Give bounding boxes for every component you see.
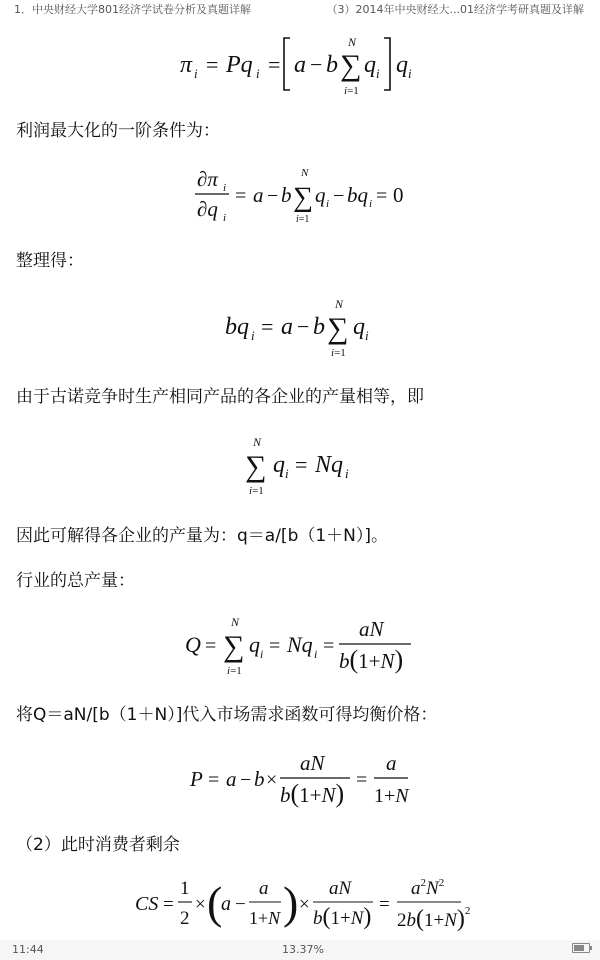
equation-sum-equals-nq bbox=[0, 432, 600, 496]
svg-text:∂π: ∂π bbox=[197, 167, 218, 191]
equation-consumer-surplus bbox=[0, 872, 600, 936]
svg-text:∑: ∑ bbox=[293, 182, 313, 213]
svg-text:q: q bbox=[315, 183, 326, 207]
svg-text:=: = bbox=[235, 185, 247, 207]
svg-text:a: a bbox=[221, 893, 231, 915]
svg-text:Nq: Nq bbox=[315, 452, 344, 478]
svg-text:i=1: i=1 bbox=[344, 85, 359, 97]
paragraph-firm-output: 因此可解得各企业的产量为：q＝a/[b（1＋N）]。 bbox=[16, 526, 389, 546]
svg-text:b(1+N): b(1+N) bbox=[313, 904, 372, 930]
svg-text:i: i bbox=[369, 198, 373, 210]
svg-text:−: − bbox=[240, 769, 252, 791]
svg-text:P: P bbox=[190, 767, 203, 791]
svg-text:b: b bbox=[254, 767, 265, 791]
reader-status-bar bbox=[0, 940, 600, 960]
svg-text:i=1: i=1 bbox=[227, 665, 242, 677]
svg-text:i: i bbox=[256, 66, 260, 81]
svg-text:2b(1+N)2: $2b(1+N)^2$ bbox=[397, 905, 471, 932]
svg-text:−: − bbox=[297, 314, 310, 339]
svg-text:=: = bbox=[205, 635, 217, 657]
svg-text:q: q bbox=[273, 452, 285, 478]
svg-text:aN: aN bbox=[300, 751, 325, 775]
svg-text:=: = bbox=[356, 769, 368, 791]
svg-text:q: q bbox=[364, 52, 376, 78]
svg-text:π: π bbox=[180, 52, 193, 78]
svg-text:−: − bbox=[267, 185, 279, 207]
svg-text:a: a bbox=[294, 52, 306, 78]
svg-text:=: = bbox=[206, 52, 219, 77]
svg-text:1: 1 bbox=[180, 878, 190, 899]
svg-text:i: i bbox=[194, 66, 198, 81]
svg-text:a: a bbox=[386, 751, 397, 775]
svg-text:i=1: i=1 bbox=[331, 347, 346, 359]
svg-text:∑: ∑ bbox=[327, 312, 349, 345]
reading-progress: 13.37% bbox=[282, 943, 324, 956]
paragraph-substitute-demand: 将Q＝aN/[b（1＋N）]代入市场需求函数可得均衡价格： bbox=[16, 705, 438, 725]
svg-text:−: − bbox=[333, 185, 345, 207]
svg-text:i: i bbox=[376, 66, 380, 81]
svg-text:N: N bbox=[253, 435, 262, 449]
svg-text:=: = bbox=[261, 314, 274, 339]
svg-text:N: N bbox=[335, 297, 344, 311]
svg-text:b: b bbox=[313, 314, 325, 340]
svg-text:a: a bbox=[226, 767, 237, 791]
equation-profit bbox=[0, 32, 600, 96]
svg-text:i: i bbox=[314, 647, 318, 661]
svg-text:): ) bbox=[283, 877, 299, 928]
svg-text:N: N bbox=[231, 615, 240, 629]
svg-text:b: b bbox=[281, 183, 292, 207]
svg-text:×: × bbox=[299, 894, 310, 915]
svg-text:−: − bbox=[235, 894, 246, 915]
svg-text:i: i bbox=[345, 466, 349, 481]
svg-text:=: = bbox=[379, 894, 390, 915]
svg-text:=: = bbox=[208, 769, 220, 791]
svg-text:b(1+N): b(1+N) bbox=[339, 645, 404, 674]
svg-text:=: = bbox=[268, 52, 281, 77]
svg-text:q: q bbox=[396, 52, 408, 78]
svg-text:=: = bbox=[376, 185, 388, 207]
svg-text:Q: Q bbox=[185, 632, 201, 657]
svg-text:×: × bbox=[195, 894, 206, 915]
svg-text:a: a bbox=[281, 314, 293, 340]
svg-text:aN: aN bbox=[329, 878, 352, 899]
svg-text:CS: CS bbox=[135, 893, 159, 915]
svg-text:∑: ∑ bbox=[223, 630, 245, 663]
svg-text:∂q: ∂q bbox=[197, 197, 218, 221]
svg-text:i: i bbox=[326, 198, 330, 210]
svg-text:a: a bbox=[259, 878, 269, 899]
equation-equilibrium-price bbox=[0, 746, 600, 810]
section-title: （3）2014年中央财经大...01经济学考研真题及详解 bbox=[326, 3, 584, 16]
equation-first-order-condition bbox=[0, 162, 600, 224]
svg-text:i=1: i=1 bbox=[249, 485, 264, 497]
paragraph-industry-output: 行业的总产量： bbox=[16, 571, 135, 591]
svg-text:aN: aN bbox=[359, 617, 384, 641]
svg-text:b: b bbox=[326, 52, 338, 78]
svg-text:bq: bq bbox=[347, 183, 368, 207]
svg-text:1+N: 1+N bbox=[249, 908, 281, 928]
svg-text:i: i bbox=[223, 212, 227, 224]
svg-text:q: q bbox=[353, 314, 365, 340]
equation-simplified bbox=[0, 294, 600, 358]
svg-text:=: = bbox=[295, 452, 308, 477]
svg-text:∑: ∑ bbox=[340, 49, 362, 82]
svg-text:−: − bbox=[310, 52, 323, 77]
svg-text:i: i bbox=[365, 328, 369, 343]
svg-text:=: = bbox=[269, 635, 281, 657]
svg-text:i: i bbox=[260, 647, 264, 661]
svg-text:N: N bbox=[348, 35, 357, 49]
paragraph-simplify: 整理得： bbox=[16, 251, 84, 271]
reader-header bbox=[0, 0, 600, 16]
svg-text:a: a bbox=[253, 183, 264, 207]
svg-text:=: = bbox=[163, 894, 174, 915]
paragraph-cournot-symmetry: 由于古诺竞争时生产相同产品的各企业的产量相等，即 bbox=[16, 387, 424, 407]
svg-text:N: N bbox=[301, 167, 309, 179]
battery-icon bbox=[572, 943, 590, 953]
chapter-title: 1．中央财经大学801经济学试卷分析及真题详解 bbox=[14, 3, 251, 16]
svg-text:1+N: 1+N bbox=[374, 785, 409, 807]
svg-text:bq: bq bbox=[225, 314, 249, 340]
svg-text:×: × bbox=[266, 769, 278, 791]
paragraph-first-order-condition: 利润最大化的一阶条件为： bbox=[16, 121, 220, 141]
svg-text:∑: ∑ bbox=[245, 450, 267, 483]
svg-text:i: i bbox=[285, 466, 289, 481]
svg-text:b(1+N): b(1+N) bbox=[280, 779, 345, 808]
svg-text:a2N2: $a^2N^2$ bbox=[411, 877, 445, 899]
equation-industry-output bbox=[0, 612, 600, 676]
clock: 11:44 bbox=[12, 943, 44, 956]
svg-text:Pq: Pq bbox=[226, 52, 253, 78]
paragraph-consumer-surplus: （2）此时消费者剩余 bbox=[16, 835, 180, 855]
svg-text:Nq: Nq bbox=[287, 632, 313, 657]
svg-text:(: ( bbox=[207, 877, 223, 928]
svg-text:i=1: i=1 bbox=[296, 214, 310, 225]
svg-text:i: i bbox=[251, 328, 255, 343]
svg-text:i: i bbox=[408, 66, 412, 81]
svg-text:q: q bbox=[249, 632, 260, 657]
svg-text:0: 0 bbox=[393, 183, 404, 207]
svg-text:=: = bbox=[323, 635, 335, 657]
svg-text:2: 2 bbox=[180, 908, 190, 929]
battery-level-fill bbox=[574, 945, 584, 951]
document-page[interactable] bbox=[0, 16, 600, 940]
svg-text:i: i bbox=[223, 182, 227, 194]
